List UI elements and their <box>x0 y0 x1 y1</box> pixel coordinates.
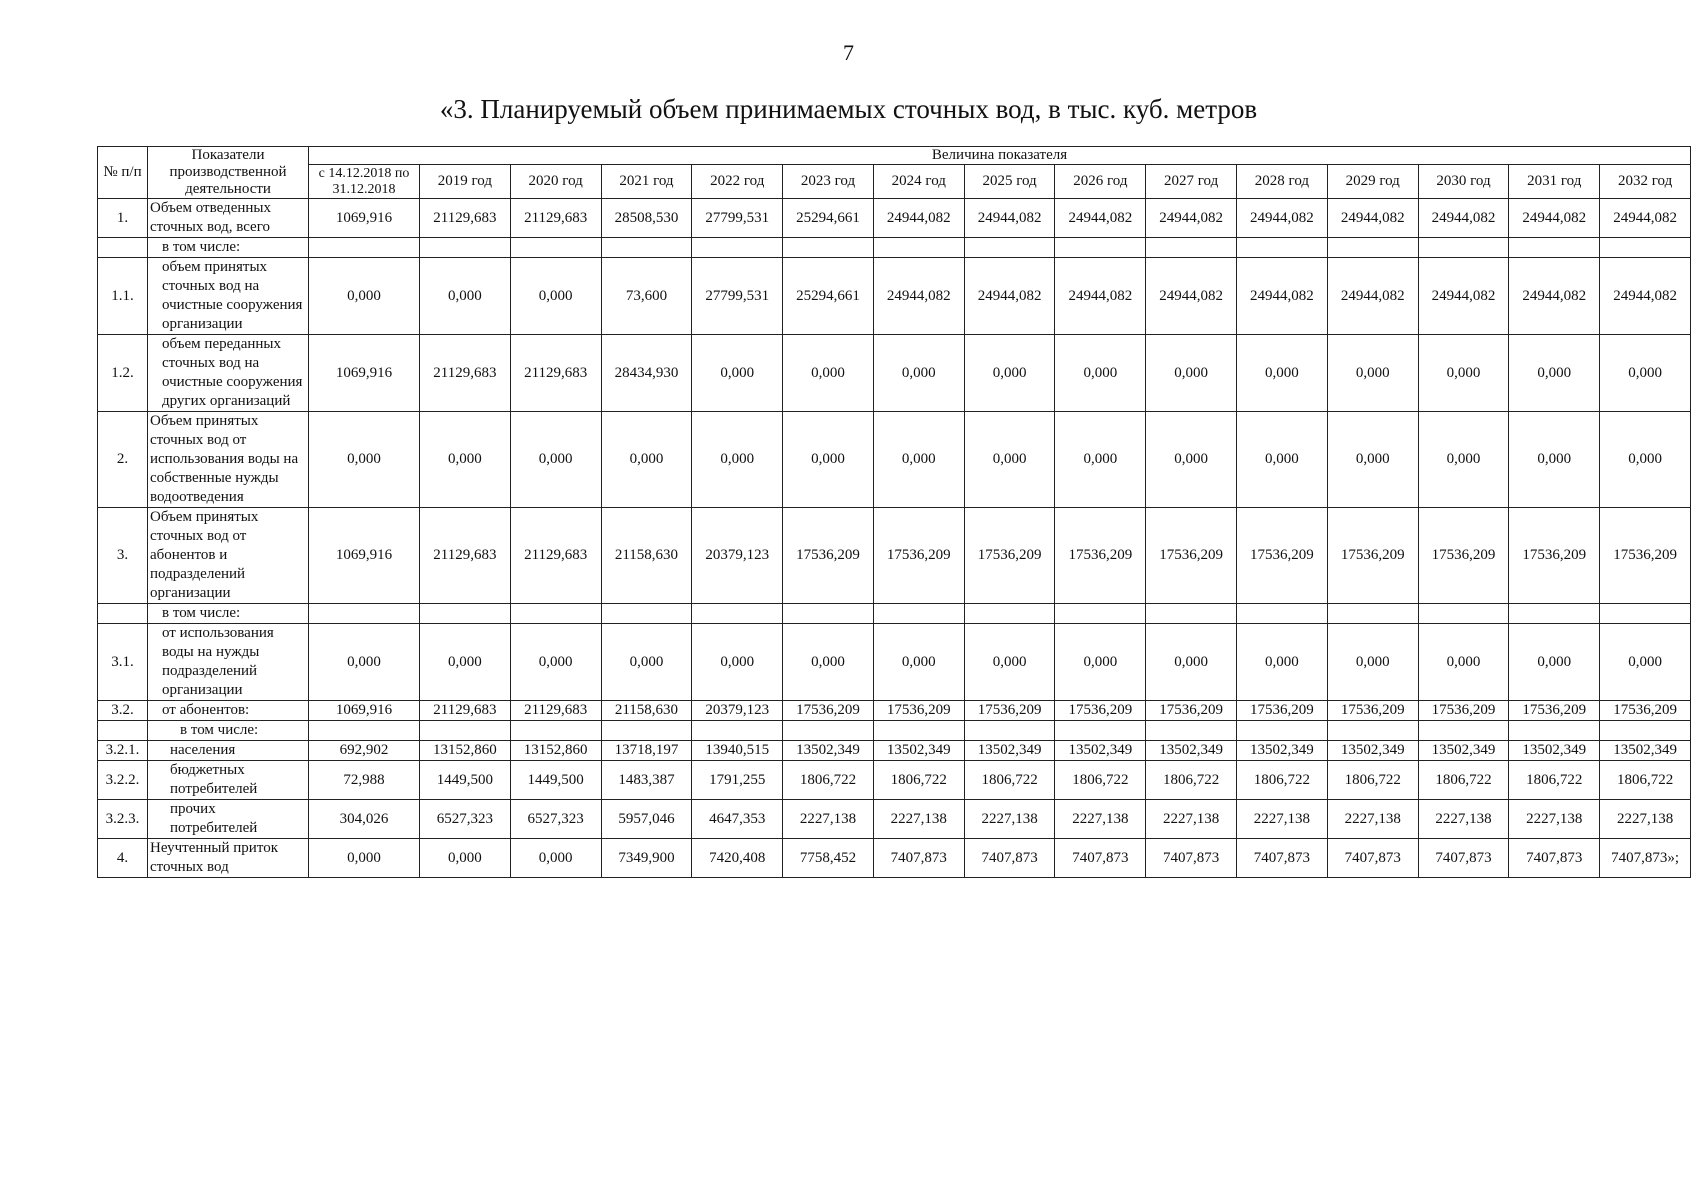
value-cell <box>1327 604 1418 624</box>
value-cell: 24944,082 <box>1055 258 1146 335</box>
value-cell <box>1237 721 1328 741</box>
value-cell: 1806,722 <box>964 761 1055 800</box>
value-cell: 21158,630 <box>601 508 692 604</box>
header-no: № п/п <box>98 147 148 199</box>
value-cell: 1806,722 <box>1055 761 1146 800</box>
value-cell: 17536,209 <box>1055 508 1146 604</box>
value-cell: 2227,138 <box>1146 800 1237 839</box>
row-label: Неучтенный приток сточных вод <box>148 839 309 878</box>
row-number: 3.2.1. <box>98 741 148 761</box>
value-cell: 1806,722 <box>873 761 964 800</box>
value-cell: 21129,683 <box>420 701 511 721</box>
value-cell: 0,000 <box>1600 412 1691 508</box>
value-cell: 13152,860 <box>420 741 511 761</box>
value-cell: 0,000 <box>420 412 511 508</box>
value-cell: 7407,873»; <box>1600 839 1691 878</box>
value-cell: 0,000 <box>1418 412 1509 508</box>
value-cell: 0,000 <box>1146 624 1237 701</box>
value-cell: 20379,123 <box>692 508 783 604</box>
value-cell: 73,600 <box>601 258 692 335</box>
value-cell: 21129,683 <box>420 335 511 412</box>
row-label: объем переданных сточных вод на очистные сооружения других организаций <box>148 335 309 412</box>
value-cell: 0,000 <box>1146 412 1237 508</box>
value-cell <box>1237 238 1328 258</box>
value-cell <box>1146 604 1237 624</box>
value-cell: 0,000 <box>601 624 692 701</box>
value-cell <box>692 604 783 624</box>
value-cell: 1069,916 <box>309 199 420 238</box>
value-cell: 17536,209 <box>1600 701 1691 721</box>
row-label: бюджетных потребителей <box>148 761 309 800</box>
value-cell <box>692 721 783 741</box>
value-cell: 13940,515 <box>692 741 783 761</box>
value-cell <box>1600 721 1691 741</box>
value-cell: 2227,138 <box>1600 800 1691 839</box>
table-row <box>98 761 1691 800</box>
value-cell <box>1600 238 1691 258</box>
value-cell: 2227,138 <box>1509 800 1600 839</box>
value-cell <box>964 604 1055 624</box>
value-cell <box>1237 604 1328 624</box>
row-number <box>98 721 148 741</box>
value-cell <box>1327 721 1418 741</box>
value-cell: 0,000 <box>692 412 783 508</box>
value-cell: 17536,209 <box>1146 508 1237 604</box>
header-period: 2027 год <box>1146 165 1237 199</box>
value-cell: 0,000 <box>510 624 601 701</box>
value-cell: 21129,683 <box>510 701 601 721</box>
value-cell: 4647,353 <box>692 800 783 839</box>
value-cell: 17536,209 <box>1327 701 1418 721</box>
value-cell: 0,000 <box>510 839 601 878</box>
value-cell: 0,000 <box>964 335 1055 412</box>
value-cell: 13502,349 <box>1055 741 1146 761</box>
row-number: 4. <box>98 839 148 878</box>
value-cell: 17536,209 <box>1237 701 1328 721</box>
header-period: 2019 год <box>420 165 511 199</box>
header-indicator: Показатели производственной деятельности <box>148 147 309 199</box>
row-number <box>98 238 148 258</box>
value-cell: 2227,138 <box>783 800 874 839</box>
table-row <box>98 741 1691 761</box>
value-cell: 0,000 <box>1327 335 1418 412</box>
value-cell: 13502,349 <box>1237 741 1328 761</box>
value-cell: 21158,630 <box>601 701 692 721</box>
value-cell: 7758,452 <box>783 839 874 878</box>
table-row <box>98 624 1691 701</box>
table-row <box>98 721 1691 741</box>
table-row <box>98 238 1691 258</box>
value-cell: 17536,209 <box>1146 701 1237 721</box>
row-number <box>98 604 148 624</box>
value-cell: 2227,138 <box>1055 800 1146 839</box>
value-cell: 13502,349 <box>1146 741 1237 761</box>
value-cell: 1069,916 <box>309 335 420 412</box>
value-cell: 24944,082 <box>1327 258 1418 335</box>
value-cell: 13502,349 <box>964 741 1055 761</box>
value-cell: 24944,082 <box>1237 258 1328 335</box>
value-cell: 17536,209 <box>783 508 874 604</box>
value-cell: 17536,209 <box>1055 701 1146 721</box>
value-cell <box>309 238 420 258</box>
value-cell: 1791,255 <box>692 761 783 800</box>
value-cell <box>510 604 601 624</box>
value-cell <box>1509 604 1600 624</box>
value-cell: 0,000 <box>1600 624 1691 701</box>
value-cell: 5957,046 <box>601 800 692 839</box>
header-periods-row <box>98 165 1691 199</box>
value-cell <box>309 721 420 741</box>
value-cell <box>1055 238 1146 258</box>
value-cell: 7407,873 <box>964 839 1055 878</box>
value-cell: 0,000 <box>1237 412 1328 508</box>
value-cell: 21129,683 <box>420 508 511 604</box>
value-cell: 0,000 <box>1509 412 1600 508</box>
header-period: 2029 год <box>1327 165 1418 199</box>
value-cell: 17536,209 <box>1418 701 1509 721</box>
value-cell: 13502,349 <box>1600 741 1691 761</box>
row-label: от использования воды на нужды подразделений организации <box>148 624 309 701</box>
value-cell: 24944,082 <box>1600 199 1691 238</box>
value-cell <box>1509 721 1600 741</box>
header-period: 2023 год <box>783 165 874 199</box>
value-cell <box>1055 604 1146 624</box>
header-period: 2022 год <box>692 165 783 199</box>
value-cell: 0,000 <box>964 624 1055 701</box>
value-cell: 72,988 <box>309 761 420 800</box>
value-cell: 1806,722 <box>1600 761 1691 800</box>
header-period: 2028 год <box>1237 165 1328 199</box>
value-cell: 13502,349 <box>873 741 964 761</box>
value-cell: 7407,873 <box>1237 839 1328 878</box>
value-cell: 28508,530 <box>601 199 692 238</box>
value-cell: 1806,722 <box>1237 761 1328 800</box>
table-row <box>98 258 1691 335</box>
row-number: 3.2. <box>98 701 148 721</box>
value-cell: 0,000 <box>510 258 601 335</box>
value-cell: 24944,082 <box>964 258 1055 335</box>
value-cell: 0,000 <box>309 258 420 335</box>
table-row <box>98 604 1691 624</box>
header-period: 2030 год <box>1418 165 1509 199</box>
value-cell: 24944,082 <box>1418 199 1509 238</box>
value-cell <box>964 238 1055 258</box>
value-cell <box>1146 721 1237 741</box>
row-number: 1. <box>98 199 148 238</box>
header-period: 2020 год <box>510 165 601 199</box>
value-cell <box>601 721 692 741</box>
row-label: от абонентов: <box>148 701 309 721</box>
value-cell: 24944,082 <box>1509 258 1600 335</box>
value-cell: 0,000 <box>1509 335 1600 412</box>
value-cell <box>1327 238 1418 258</box>
value-cell: 7407,873 <box>1509 839 1600 878</box>
row-label: прочих потребителей <box>148 800 309 839</box>
value-cell: 17536,209 <box>1509 701 1600 721</box>
row-number: 3.2.2. <box>98 761 148 800</box>
value-cell: 17536,209 <box>1237 508 1328 604</box>
value-cell: 24944,082 <box>873 199 964 238</box>
header-period: 2024 год <box>873 165 964 199</box>
value-cell: 0,000 <box>783 412 874 508</box>
value-cell: 2227,138 <box>1418 800 1509 839</box>
value-cell <box>1418 604 1509 624</box>
value-cell <box>420 604 511 624</box>
value-cell: 27799,531 <box>692 199 783 238</box>
row-label: Объем отведенных сточных вод, всего <box>148 199 309 238</box>
value-cell: 13502,349 <box>1418 741 1509 761</box>
value-cell: 17536,209 <box>964 508 1055 604</box>
value-cell: 0,000 <box>692 624 783 701</box>
value-cell <box>873 238 964 258</box>
header-period: 2025 год <box>964 165 1055 199</box>
value-cell: 1449,500 <box>420 761 511 800</box>
value-cell: 0,000 <box>1600 335 1691 412</box>
row-number: 1.2. <box>98 335 148 412</box>
value-cell: 1483,387 <box>601 761 692 800</box>
table-row <box>98 508 1691 604</box>
value-cell: 0,000 <box>1146 335 1237 412</box>
row-number: 2. <box>98 412 148 508</box>
value-cell <box>783 238 874 258</box>
value-cell: 0,000 <box>873 335 964 412</box>
value-cell: 24944,082 <box>1418 258 1509 335</box>
value-cell <box>1418 238 1509 258</box>
row-label: Объем принятых сточных вод от использования воды на собственные нужды водоотведения <box>148 412 309 508</box>
value-cell <box>1055 721 1146 741</box>
row-label: в том числе: <box>148 721 309 741</box>
value-cell <box>420 238 511 258</box>
value-cell <box>1600 604 1691 624</box>
value-cell: 25294,661 <box>783 199 874 238</box>
value-cell <box>601 604 692 624</box>
value-cell: 1806,722 <box>1146 761 1237 800</box>
table-header <box>98 147 1691 199</box>
table-body <box>98 199 1691 878</box>
value-cell: 1069,916 <box>309 701 420 721</box>
page-number: 7 <box>843 40 854 65</box>
value-cell <box>873 604 964 624</box>
value-cell: 24944,082 <box>1146 258 1237 335</box>
row-label: Объем принятых сточных вод от абонентов и подразделений организации <box>148 508 309 604</box>
value-cell: 1806,722 <box>1327 761 1418 800</box>
value-cell: 7407,873 <box>873 839 964 878</box>
value-cell: 7407,873 <box>1055 839 1146 878</box>
value-cell: 0,000 <box>692 335 783 412</box>
value-cell: 0,000 <box>420 624 511 701</box>
row-number: 3.1. <box>98 624 148 701</box>
value-cell: 0,000 <box>309 839 420 878</box>
value-cell <box>1418 721 1509 741</box>
value-cell: 2227,138 <box>1237 800 1328 839</box>
value-cell: 13502,349 <box>783 741 874 761</box>
value-cell: 2227,138 <box>873 800 964 839</box>
value-cell: 1069,916 <box>309 508 420 604</box>
value-cell: 7349,900 <box>601 839 692 878</box>
value-cell: 13502,349 <box>1327 741 1418 761</box>
value-cell <box>783 604 874 624</box>
value-cell: 0,000 <box>309 412 420 508</box>
row-label: объем принятых сточных вод на очистные сооружения организации <box>148 258 309 335</box>
header-period: 2032 год <box>1600 165 1691 199</box>
value-cell: 2227,138 <box>1327 800 1418 839</box>
value-cell <box>783 721 874 741</box>
value-cell: 6527,323 <box>510 800 601 839</box>
value-cell: 13152,860 <box>510 741 601 761</box>
value-cell: 304,026 <box>309 800 420 839</box>
row-label: населения <box>148 741 309 761</box>
header-row-top <box>98 147 1691 165</box>
value-cell: 17536,209 <box>1509 508 1600 604</box>
value-cell: 7407,873 <box>1418 839 1509 878</box>
value-cell: 17536,209 <box>1600 508 1691 604</box>
value-cell: 25294,661 <box>783 258 874 335</box>
value-cell <box>510 238 601 258</box>
header-period: 2021 год <box>601 165 692 199</box>
value-cell: 17536,209 <box>873 701 964 721</box>
value-cell: 0,000 <box>1418 335 1509 412</box>
value-cell: 0,000 <box>1055 335 1146 412</box>
value-cell: 24944,082 <box>1600 258 1691 335</box>
value-cell: 0,000 <box>783 624 874 701</box>
value-cell <box>964 721 1055 741</box>
value-cell: 7407,873 <box>1327 839 1418 878</box>
value-cell: 692,902 <box>309 741 420 761</box>
value-cell: 13502,349 <box>1509 741 1600 761</box>
value-cell <box>309 604 420 624</box>
value-cell: 24944,082 <box>1509 199 1600 238</box>
value-cell: 1806,722 <box>1418 761 1509 800</box>
table-row <box>98 199 1691 238</box>
value-cell: 17536,209 <box>1418 508 1509 604</box>
value-cell <box>510 721 601 741</box>
header-period: 2031 год <box>1509 165 1600 199</box>
table-row <box>98 335 1691 412</box>
value-cell: 24944,082 <box>1055 199 1146 238</box>
value-cell: 17536,209 <box>1327 508 1418 604</box>
table-row <box>98 800 1691 839</box>
value-cell: 21129,683 <box>510 199 601 238</box>
value-cell: 6527,323 <box>420 800 511 839</box>
value-cell: 1449,500 <box>510 761 601 800</box>
value-cell: 0,000 <box>420 839 511 878</box>
wastewater-volume-table <box>97 146 1691 878</box>
value-cell <box>692 238 783 258</box>
value-cell: 24944,082 <box>1237 199 1328 238</box>
value-cell: 0,000 <box>420 258 511 335</box>
value-cell <box>1146 238 1237 258</box>
value-cell: 0,000 <box>1327 412 1418 508</box>
value-cell: 0,000 <box>1055 412 1146 508</box>
value-cell: 7407,873 <box>1146 839 1237 878</box>
value-cell: 24944,082 <box>1146 199 1237 238</box>
value-cell: 28434,930 <box>601 335 692 412</box>
value-cell <box>601 238 692 258</box>
value-cell: 0,000 <box>783 335 874 412</box>
value-cell: 17536,209 <box>964 701 1055 721</box>
value-cell <box>1509 238 1600 258</box>
value-cell: 24944,082 <box>1327 199 1418 238</box>
value-cell: 21129,683 <box>510 508 601 604</box>
value-cell: 27799,531 <box>692 258 783 335</box>
table-row <box>98 701 1691 721</box>
value-cell: 1806,722 <box>1509 761 1600 800</box>
row-label: в том числе: <box>148 238 309 258</box>
value-cell: 0,000 <box>873 412 964 508</box>
value-cell: 17536,209 <box>783 701 874 721</box>
value-cell: 0,000 <box>1237 335 1328 412</box>
row-label: в том числе: <box>148 604 309 624</box>
row-number: 1.1. <box>98 258 148 335</box>
value-cell: 24944,082 <box>964 199 1055 238</box>
value-cell: 2227,138 <box>964 800 1055 839</box>
value-cell: 0,000 <box>1237 624 1328 701</box>
value-cell: 17536,209 <box>873 508 964 604</box>
value-cell: 21129,683 <box>420 199 511 238</box>
table-row <box>98 839 1691 878</box>
value-cell: 0,000 <box>309 624 420 701</box>
value-cell: 0,000 <box>510 412 601 508</box>
value-cell: 0,000 <box>1509 624 1600 701</box>
value-cell: 0,000 <box>873 624 964 701</box>
value-cell: 0,000 <box>1055 624 1146 701</box>
document-title: «3. Планируемый объем принимаемых сточных вод, в тыс. куб. метров <box>439 94 1258 124</box>
value-cell: 0,000 <box>1327 624 1418 701</box>
table-row <box>98 412 1691 508</box>
value-cell: 20379,123 <box>692 701 783 721</box>
value-cell: 0,000 <box>1418 624 1509 701</box>
row-number: 3. <box>98 508 148 604</box>
row-number: 3.2.3. <box>98 800 148 839</box>
value-cell: 0,000 <box>601 412 692 508</box>
value-cell: 0,000 <box>964 412 1055 508</box>
value-cell <box>873 721 964 741</box>
value-cell: 21129,683 <box>510 335 601 412</box>
value-cell: 7420,408 <box>692 839 783 878</box>
value-cell: 13718,197 <box>601 741 692 761</box>
value-cell <box>420 721 511 741</box>
header-value-group: Величина показателя <box>309 147 1691 165</box>
value-cell: 1806,722 <box>783 761 874 800</box>
header-period: с 14.12.2018 по 31.12.2018 <box>309 165 420 199</box>
header-period: 2026 год <box>1055 165 1146 199</box>
value-cell: 24944,082 <box>873 258 964 335</box>
